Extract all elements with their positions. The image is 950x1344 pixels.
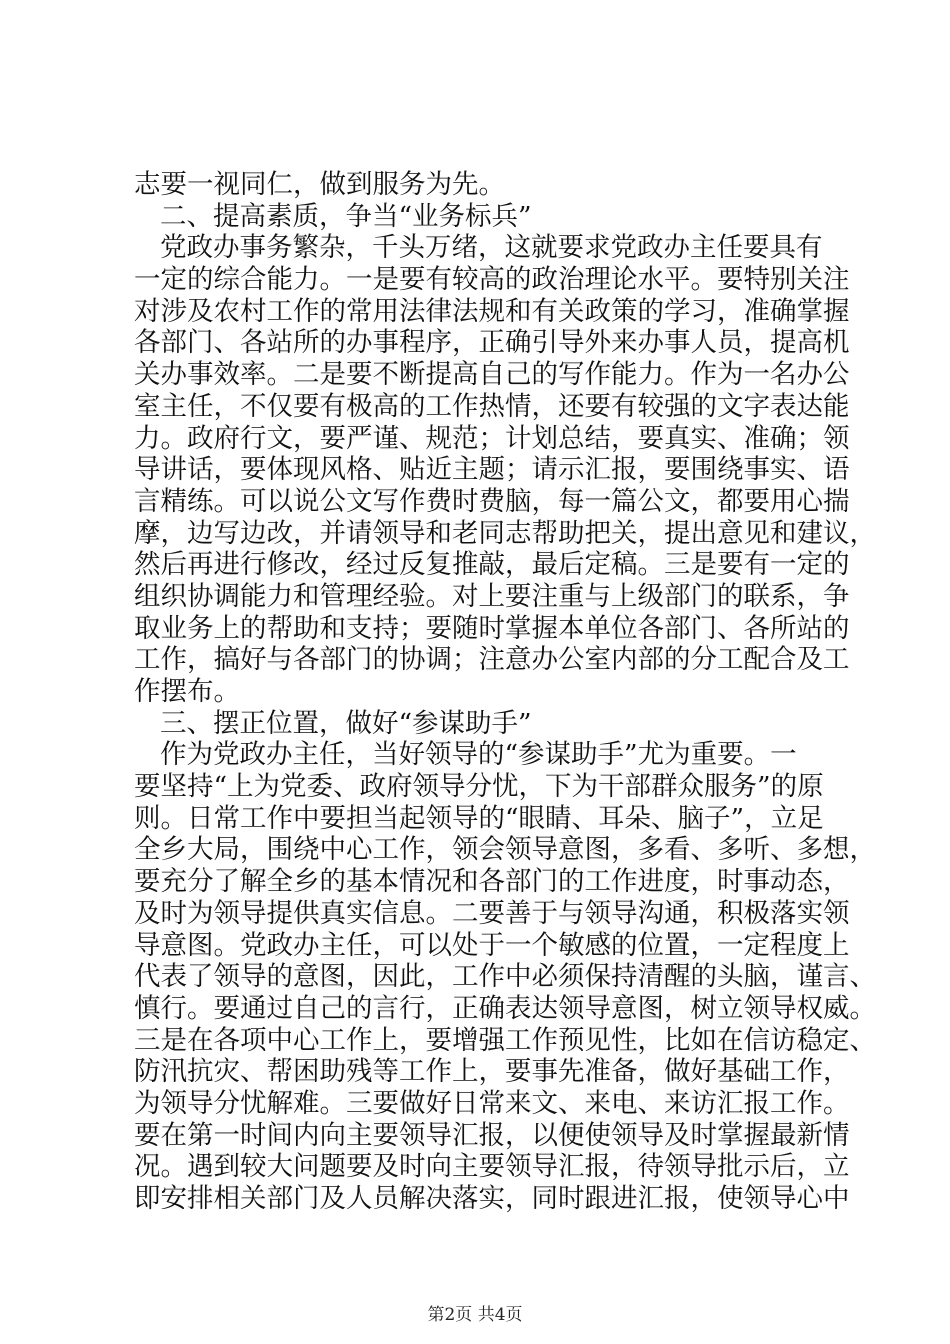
document-body	[134, 169, 876, 1215]
paragraph-first-line: 党政办事务繁杂，千头万绪，这就要求党政办主任要具有	[160, 232, 823, 264]
text-line: 全乡大局，围绕中心工作，领会领导意图，多看、多听、多想，	[134, 834, 876, 866]
section-heading-2: 二、提高素质，争当“业务标兵”	[160, 200, 532, 232]
text-line: 防汛抗灾、帮困助残等工作上，要事先准备，做好基础工作，	[134, 1056, 850, 1088]
text-line: 关办事效率。二是要不断提高自己的写作能力。作为一名办公	[134, 359, 850, 391]
text-line: 况。遇到较大问题要及时向主要领导汇报，待领导批示后，立	[134, 1151, 850, 1183]
text-line: 各部门、各站所的办事程序，正确引导外来办事人员，提高机	[134, 327, 850, 359]
text-line: 摩，边写边改，并请领导和老同志帮助把关，提出意见和建议，	[134, 517, 876, 549]
text-line: 工作，搞好与各部门的协调；注意办公室内部的分工配合及工	[134, 644, 850, 676]
text-line: 三是在各项中心工作上，要增强工作预见性，比如在信访稳定、	[134, 1024, 876, 1056]
text-line: 取业务上的帮助和支持；要随时掌握本单位各部门、各所站的	[134, 612, 850, 644]
text-line: 一定的综合能力。一是要有较高的政治理论水平。要特别关注	[134, 264, 850, 296]
section-heading-3: 三、摆正位置，做好“参谋助手”	[160, 707, 532, 739]
text-line: 室主任，不仅要有极高的工作热情，还要有较强的文字表达能	[134, 390, 850, 422]
text-line: 力。政府行文，要严谨、规范；计划总结，要真实、准确；领	[134, 422, 850, 454]
text-line: 要坚持“上为党委、政府领导分忧，下为干部群众服务”的原	[134, 771, 824, 803]
text-line: 要充分了解全乡的基本情况和各部门的工作进度，时事动态，	[134, 866, 850, 898]
text-line: 志要一视同仁，做到服务为先。	[134, 169, 505, 200]
text-line: 为领导分忧解难。三要做好日常来文、来电、来访汇报工作。	[134, 1087, 850, 1119]
text-line: 及时为领导提供真实信息。二要善于与领导沟通，积极落实领	[134, 897, 850, 929]
text-line: 组织协调能力和管理经验。对上要注重与上级部门的联系，争	[134, 580, 850, 612]
text-line: 对涉及农村工作的常用法律法规和有关政策的学习，准确掌握	[134, 295, 850, 327]
text-line: 导意图。党政办主任，可以处于一个敏感的位置，一定程度上	[134, 929, 850, 961]
text-line: 慎行。要通过自己的言行，正确表达领导意图，树立领导权威。	[134, 992, 876, 1024]
text-line: 代表了领导的意图，因此，工作中必须保持清醒的头脑，谨言、	[134, 961, 876, 993]
text-line: 然后再进行修改，经过反复推敲，最后定稿。三是要有一定的	[134, 549, 850, 581]
text-line: 言精练。可以说公文写作费时费脑，每一篇公文，都要用心揣	[134, 485, 850, 517]
text-line: 导讲话，要体现风格、贴近主题；请示汇报，要围绕事实、语	[134, 454, 850, 486]
text-line: 要在第一时间内向主要领导汇报，以便使领导及时掌握最新情	[134, 1119, 850, 1151]
text-line: 则。日常工作中要担当起领导的“眼睛、耳朵、脑子”，立足	[134, 802, 824, 834]
paragraph-first-line: 作为党政办主任，当好领导的“参谋助手”尤为重要。一	[160, 739, 797, 771]
text-line: 作摆布。	[134, 676, 240, 707]
page-footer: 第2页 共4页	[427, 1305, 523, 1325]
text-line: 即安排相关部门及人员解决落实，同时跟进汇报，使领导心中	[134, 1183, 850, 1214]
